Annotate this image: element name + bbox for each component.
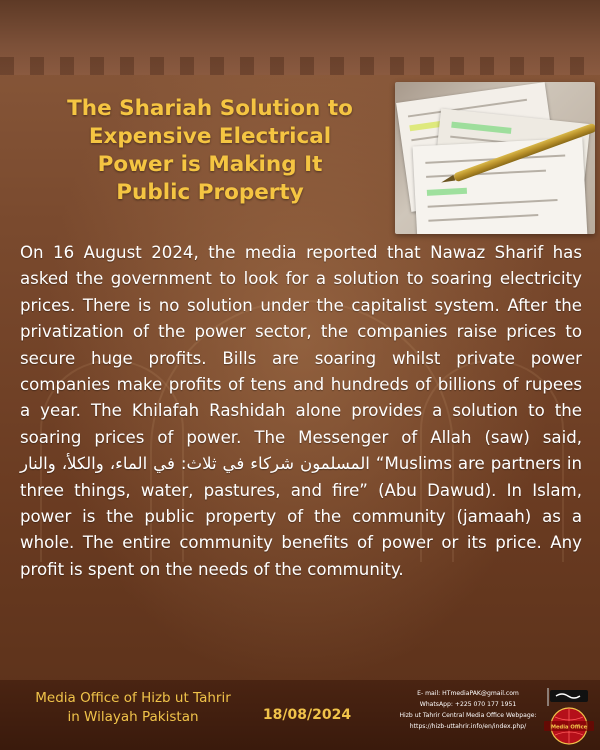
office-line: in Wilayah Pakistan	[67, 709, 199, 725]
article-paragraph-2: “Muslims are partners in three things, water, pastures, and fire” (Abu Dawud). In Islam, power is the public property of the community (jamaah) as a whole. The entire community benefits of power or its price. Any profit is spent on the needs of the community.	[20, 454, 582, 579]
webpage-label: Hizb ut Tahrir Central Media Office Webpage:	[399, 712, 537, 719]
title-line: Expensive Electrical	[88, 124, 332, 149]
title-line: Public Property	[116, 180, 304, 205]
email-link[interactable]: E- mail: HTmediaPAK@gmail.com	[417, 690, 519, 697]
bill-sheet	[412, 138, 587, 234]
whatsapp-number: WhatsApp: +225 070 177 1951	[419, 701, 517, 708]
article-body	[20, 240, 582, 583]
contact-info	[378, 688, 558, 732]
title-line: The Shariah Solution to	[67, 96, 353, 121]
svg-text:Media Office: Media Office	[550, 724, 588, 731]
webpage-link[interactable]: https://hizb-uttahrir.info/en/index.php/	[409, 723, 527, 730]
arabic-hadith: المسلمون شركاء في ثلاث: في الماء، والكلأ، والنار	[20, 454, 370, 474]
footer	[0, 680, 600, 750]
media-office-name	[18, 689, 248, 727]
page-title	[30, 95, 390, 207]
hizb-ut-tahrir-media-office-logo-icon	[540, 686, 598, 746]
electricity-bills-photo	[395, 82, 595, 234]
background-top-band	[0, 0, 600, 75]
title-line: Power is Making It	[97, 152, 323, 177]
publish-date: 18/08/2024	[262, 707, 352, 723]
article-paragraph-1: On 16 August 2024, the media reported that Nawaz Sharif has asked the government to look for a solution to soaring electricity prices. There is no solution under the capitalist system. After the privatization of the power sector, the companies raise prices to secure huge profits. Bills are soaring whilst private power companies make profits of tens and hundreds of billions of rupees a year. The Khilafah Rashidah alone provides a solution to the soaring prices of power. The Messenger of Allah (saw) said,	[20, 243, 582, 447]
office-line: Media Office of Hizb ut Tahrir	[35, 690, 231, 706]
